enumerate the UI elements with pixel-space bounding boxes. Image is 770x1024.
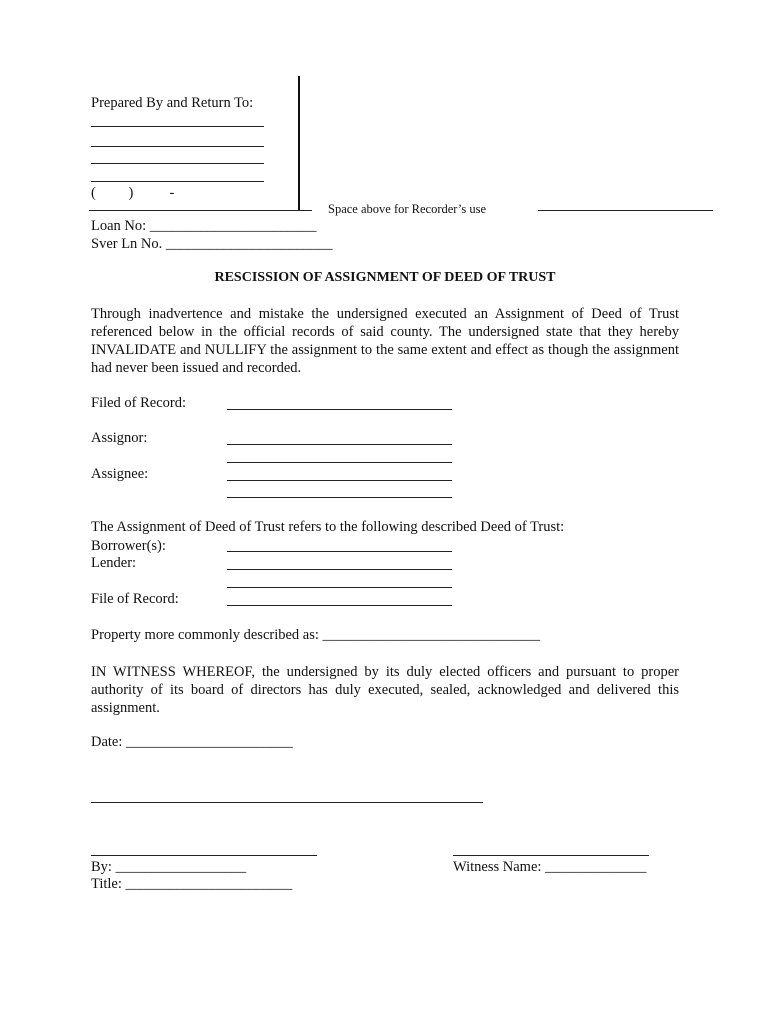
lender-label: Lender:	[91, 555, 137, 571]
by-field: By: __________________	[91, 859, 247, 875]
recorder-divider	[298, 76, 300, 210]
recorder-rule-right	[538, 210, 713, 211]
servicer-loan-number: Sver Ln No. _______________________	[91, 236, 333, 252]
return-address-line-1	[91, 126, 264, 127]
date-field: Date: _______________________	[91, 734, 293, 750]
assignee-line-2	[227, 497, 452, 498]
lender-line-2	[227, 587, 452, 588]
property-description: Property more commonly described as: ______________________________	[91, 627, 541, 643]
lender-line-1	[227, 569, 452, 570]
filed-of-record-label: Filed of Record:	[91, 395, 187, 411]
file-of-record-label: File of Record:	[91, 591, 179, 607]
prepared-by-label: Prepared By and Return To:	[91, 95, 254, 111]
intro-paragraph: Through inadvertence and mistake the undersigned executed an Assignment of Deed of Trust referenced below in the official records of said county. The undersigned state that they hereby INVALIDATE and NULLIFY the assignment to the same extent and effect as though the assignment had never been issued and recorded.	[91, 306, 679, 376]
borrowers-label: Borrower(s):	[91, 538, 166, 554]
assignor-label: Assignor:	[91, 430, 148, 446]
title-field: Title: _______________________	[91, 876, 293, 892]
document-title: RESCISSION OF ASSIGNMENT OF DEED OF TRUST	[214, 270, 556, 285]
company-signature-line	[91, 802, 483, 803]
recorder-note: Space above for Recorder’s use	[328, 202, 487, 216]
return-address-line-4	[91, 181, 264, 182]
assignee-label: Assignee:	[91, 466, 149, 482]
witness-name-field: Witness Name: ______________	[453, 859, 647, 875]
witness-paragraph: IN WITNESS WHEREOF, the undersigned by its duly elected officers and pursuant to proper authority of its board of directors has duly executed, sealed, acknowledged and delivered this assignment.	[91, 664, 679, 716]
assignor-line-1	[227, 444, 452, 445]
witness-signature-line	[453, 855, 649, 856]
borrowers-line	[227, 551, 452, 552]
assignee-line-1	[227, 480, 452, 481]
file-of-record-line	[227, 605, 452, 606]
refers-text: The Assignment of Deed of Trust refers to the following described Deed of Trust:	[91, 519, 565, 535]
officer-signature-line	[91, 855, 317, 856]
return-address-line-2	[91, 146, 264, 147]
loan-number: Loan No: _______________________	[91, 218, 317, 234]
recorder-rule-left	[89, 210, 312, 211]
filed-of-record-line	[227, 409, 452, 410]
assignor-line-2	[227, 462, 452, 463]
return-address-line-3	[91, 163, 264, 164]
phone-line: ( ) -	[91, 185, 175, 201]
